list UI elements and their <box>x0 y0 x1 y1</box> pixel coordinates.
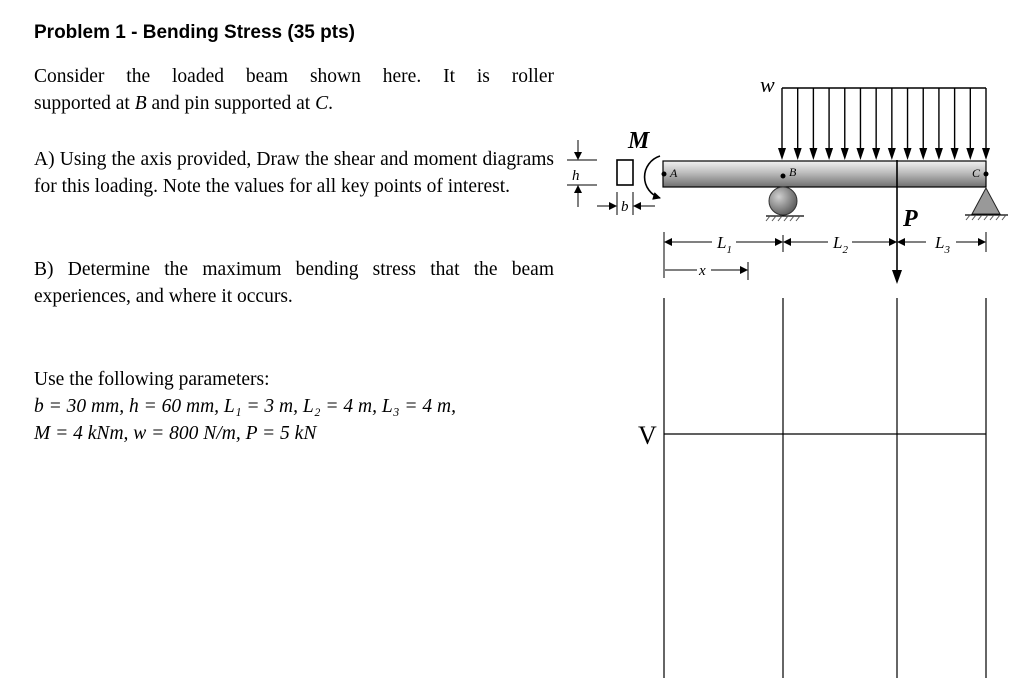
load-arrowhead <box>919 148 927 160</box>
pin-support <box>972 188 1000 214</box>
load-arrowhead <box>872 148 880 160</box>
load-arrowhead <box>935 148 943 160</box>
params-line-1: b = 30 mm, h = 60 mm, L₁ = 3 m, L₂ = 4 m, L₃ = 4 m, <box>34 396 456 417</box>
intro-line-1: Consider the loaded beam shown here. It is roller <box>34 66 554 87</box>
point-a-label: A <box>670 166 678 180</box>
load-w-label: w <box>760 72 775 97</box>
point-c-dot <box>984 172 989 177</box>
dim-l2-sub: 2 <box>842 244 848 256</box>
load-arrows <box>778 88 990 160</box>
load-arrowhead <box>809 148 817 160</box>
cross-section <box>617 160 633 185</box>
dim-b-label: b <box>621 199 629 215</box>
part-a-paragraph: A) Using the axis provided, Draw the shear and moment diagrams for this loading. Note the values for all key points of interest. <box>34 149 554 197</box>
load-arrowhead <box>841 148 849 160</box>
intro-text-c: . <box>328 93 333 114</box>
support-c-ref: C <box>315 93 329 114</box>
dim-l3-label <box>934 233 950 256</box>
dim-l1-main: L <box>717 233 727 252</box>
dim-h-label: h <box>572 168 580 184</box>
load-arrowhead <box>951 148 959 160</box>
point-b-label: B <box>789 165 797 179</box>
support-b-ref: B <box>134 93 147 114</box>
params-heading: Use the following parameters: <box>34 369 270 390</box>
point-c-label: C <box>972 166 981 180</box>
load-arrowhead <box>966 148 974 160</box>
dim-l3-sub: 3 <box>944 244 950 256</box>
point-b-dot <box>781 174 786 179</box>
problem-title: Problem 1 - Bending Stress (35 pts) <box>34 22 355 43</box>
distributed-load <box>778 88 990 160</box>
force-p-label: P <box>903 206 918 232</box>
load-arrowhead <box>888 148 896 160</box>
shear-axes <box>664 298 986 678</box>
dim-l3-main: L <box>935 233 945 252</box>
dim-l2-main: L <box>833 233 843 252</box>
dim-l2-label <box>832 233 848 256</box>
load-arrowhead <box>794 148 802 160</box>
shear-axis-label: V <box>638 421 657 450</box>
params-line-2: M = 4 kNm, w = 800 N/m, P = 5 kN <box>34 423 317 444</box>
dim-l1-label <box>716 233 732 256</box>
moment-m-label: M <box>628 128 650 154</box>
moment-arc <box>645 156 660 198</box>
dim-l1-sub: 1 <box>726 244 732 256</box>
load-arrowhead <box>825 148 833 160</box>
part-b-paragraph: B) Determine the maximum bending stress that the beam experiences, and where it occurs. <box>34 259 554 307</box>
intro-text-b: and pin supported at <box>146 93 316 114</box>
load-arrowhead <box>856 148 864 160</box>
point-load-arrowhead <box>892 270 902 284</box>
beam <box>663 161 986 187</box>
load-arrowhead <box>982 148 990 160</box>
roller-hatch <box>766 216 800 221</box>
intro-text-a: supported at <box>34 93 135 114</box>
pin-hatch <box>966 215 1006 220</box>
roller-support <box>769 187 797 215</box>
dim-x-label: x <box>699 263 706 279</box>
load-arrowhead <box>778 148 786 160</box>
point-a-dot <box>662 172 667 177</box>
load-arrowhead <box>904 148 912 160</box>
